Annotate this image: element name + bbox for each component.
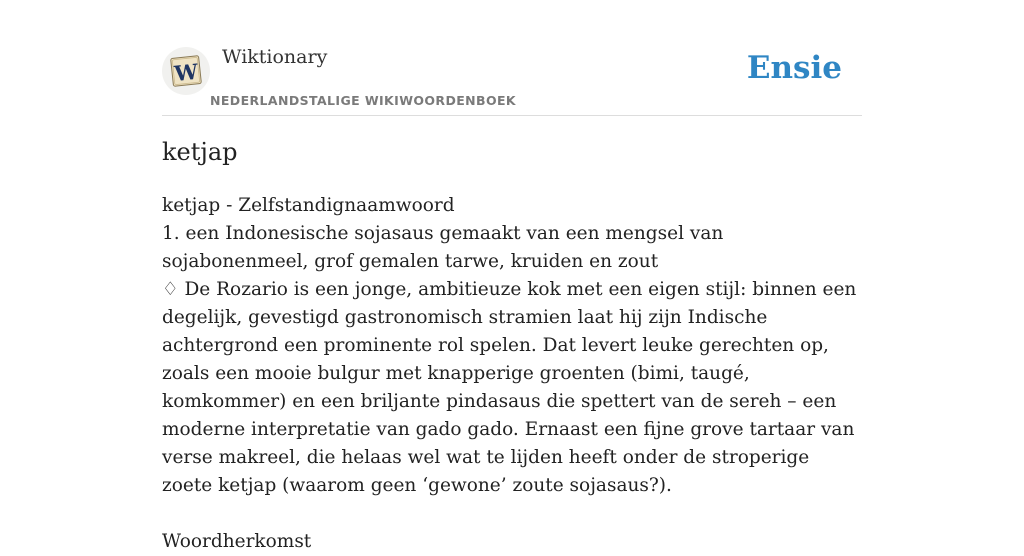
svg-text:W: W [173, 58, 200, 87]
wiktionary-w-tile-icon [167, 52, 205, 90]
source-subtitle: NEDERLANDSTALIGE WIKIWOORDENBOEK [210, 93, 517, 108]
word-title: ketjap [162, 138, 238, 166]
wiktionary-logo-icon[interactable] [162, 47, 210, 95]
ensie-brand-logo[interactable]: Ensie [746, 50, 842, 86]
source-name[interactable]: Wiktionary [222, 46, 328, 68]
example-sentence: ♢ De Rozario is een jonge, ambitieuze kok met een eigen stijl: binnen een degelijk, gevestigd gastronomisch stramien laat hij zijn Indische achtergrond een prominente rol spelen. Dat levert leuke gerechten op, zoals een mooie bulgur met knapperige groenten (bimi, taugé, komkommer) en een briljante pindasaus die spettert van de sereh – een moderne interpretatie van gado gado. Ernaast een fijne grove tartaar van verse makreel, die helaas wel wat te lijden heeft onder de stroperige zoete ketjap (waarom geen ‘gewone’ zoute sojasaus?). [162, 279, 857, 496]
entry-heading-line: ketjap - Zelfstandignaamwoord [162, 195, 455, 216]
source-header [162, 0, 862, 116]
page [162, 0, 862, 552]
entry-content [162, 192, 864, 556]
section-spacer [162, 500, 864, 528]
definition-text: 1. een Indonesische sojasaus gemaakt van een mengsel van sojabonenmeel, grof gemalen tarwe, kruiden en zout [162, 223, 724, 272]
section-heading-etymology: Woordherkomst [162, 531, 312, 552]
